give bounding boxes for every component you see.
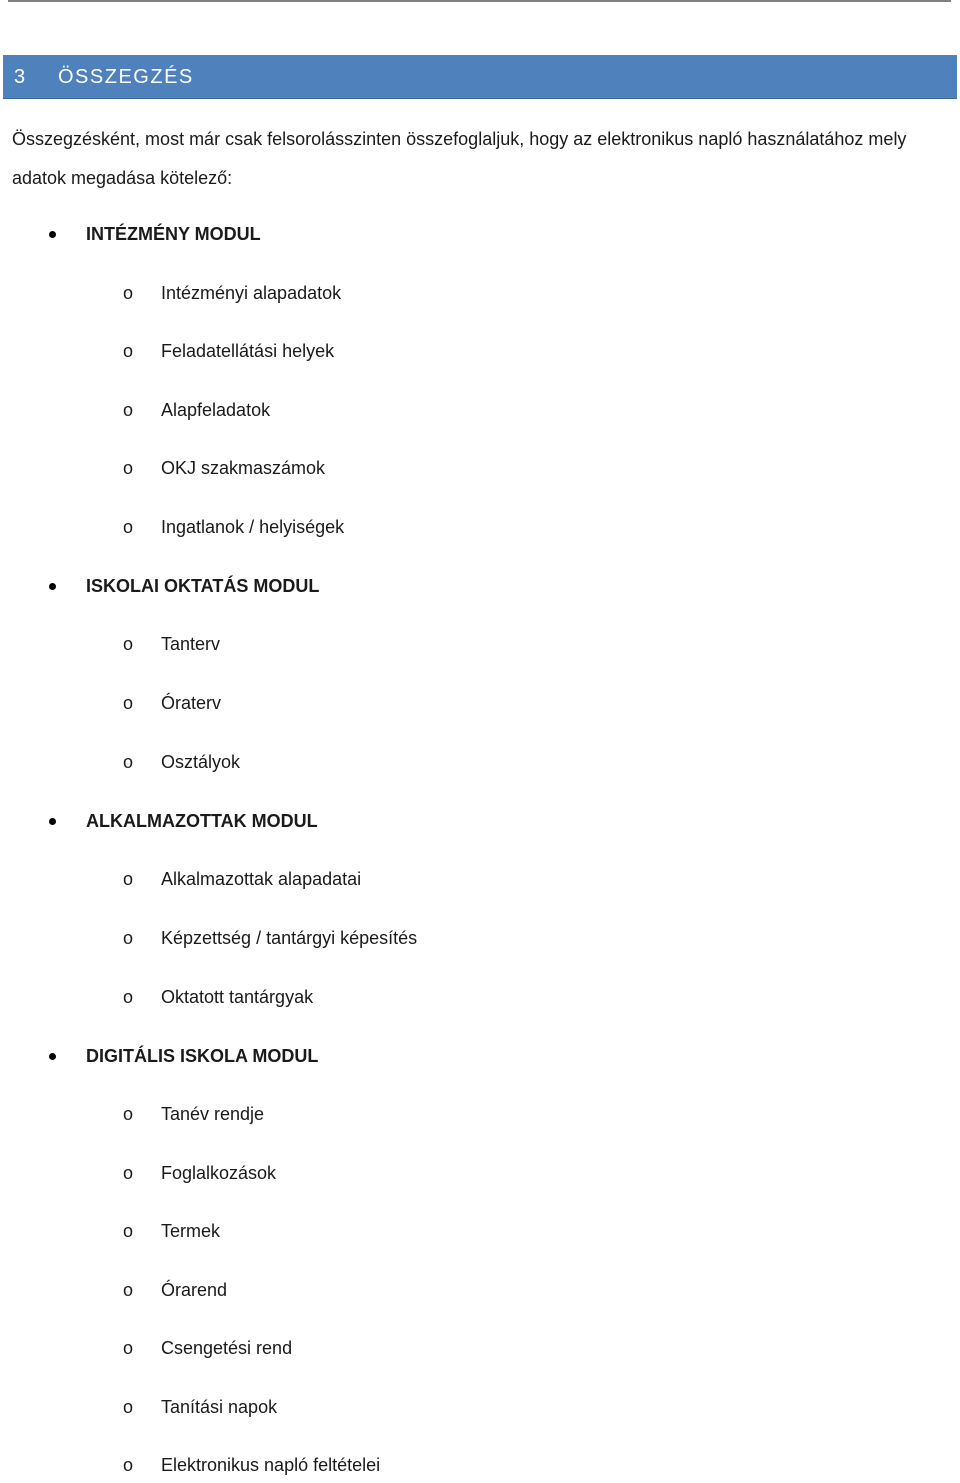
circle-bullet-icon: o xyxy=(123,634,134,654)
list-item-label: Csengetési rend xyxy=(161,1338,293,1358)
list-item xyxy=(0,281,960,311)
module-label: ALKALMAZOTTAK MODUL xyxy=(86,811,318,831)
circle-bullet-icon: o xyxy=(123,693,134,713)
list-item-label: Órarend xyxy=(161,1280,228,1300)
list-item xyxy=(0,1219,960,1249)
list-item-label: Óraterv xyxy=(161,693,222,713)
list-item xyxy=(0,1102,960,1132)
circle-bullet-icon: o xyxy=(123,1104,134,1124)
list-item-label: Alkalmazottak alapadatai xyxy=(161,869,362,889)
circle-bullet-icon: o xyxy=(123,752,134,772)
module-item xyxy=(0,574,960,604)
list-item-label: OKJ szakmaszámok xyxy=(161,458,326,478)
section-heading xyxy=(3,55,957,99)
list-item-label: Feladatellátási helyek xyxy=(161,341,335,361)
list-item xyxy=(0,515,960,545)
list-item-label: Tanítási napok xyxy=(161,1397,278,1417)
module-item xyxy=(0,809,960,839)
list-item xyxy=(0,691,960,721)
module-label: ISKOLAI OKTATÁS MODUL xyxy=(86,576,320,596)
circle-bullet-icon: o xyxy=(123,1221,134,1241)
list-item xyxy=(0,926,960,956)
circle-bullet-icon: o xyxy=(123,1280,134,1300)
list-item-label: Tanterv xyxy=(161,634,221,654)
top-divider xyxy=(8,0,951,2)
circle-bullet-icon: o xyxy=(123,1338,134,1358)
section-title: ÖSSZEGZÉS xyxy=(58,66,194,88)
list-item xyxy=(0,1161,960,1191)
list-item-label: Termek xyxy=(161,1221,221,1241)
circle-bullet-icon: o xyxy=(123,341,134,361)
module-label: DIGITÁLIS ISKOLA MODUL xyxy=(86,1046,319,1066)
list-item-label: Képzettség / tantárgyi képesítés xyxy=(161,928,418,948)
list-item xyxy=(0,985,960,1015)
list-item xyxy=(0,1453,960,1483)
list-item-label: Alapfeladatok xyxy=(161,400,271,420)
circle-bullet-icon: o xyxy=(123,1397,134,1417)
module-item xyxy=(0,1044,960,1074)
list-item-label: Tanév rendje xyxy=(161,1104,265,1124)
list-item xyxy=(0,1395,960,1425)
circle-bullet-icon: o xyxy=(123,458,134,478)
list-item-label: Intézményi alapadatok xyxy=(161,283,342,303)
circle-bullet-icon: o xyxy=(123,869,134,889)
list-item xyxy=(0,632,960,662)
bullet-icon xyxy=(49,818,56,825)
circle-bullet-icon: o xyxy=(123,400,134,420)
list-item xyxy=(0,867,960,897)
list-item xyxy=(0,339,960,369)
bullet-icon xyxy=(49,583,56,590)
module-label: INTÉZMÉNY MODUL xyxy=(86,224,261,244)
circle-bullet-icon: o xyxy=(123,928,134,948)
list-item xyxy=(0,1278,960,1308)
list-item-label: Oktatott tantárgyak xyxy=(161,987,314,1007)
module-item xyxy=(0,222,960,252)
circle-bullet-icon: o xyxy=(123,987,134,1007)
list-item-label: Osztályok xyxy=(161,752,241,772)
list-item-label: Foglalkozások xyxy=(161,1163,277,1183)
circle-bullet-icon: o xyxy=(123,517,134,537)
list-item-label: Elektronikus napló feltételei xyxy=(161,1455,381,1475)
intro-paragraph: Összegzésként, most már csak felsorolásszinten összefoglaljuk, hogy az elektronikus napló használatához mely adatok megadása kötelező: xyxy=(12,129,907,188)
bullet-icon xyxy=(49,231,56,238)
list-item xyxy=(0,1336,960,1366)
circle-bullet-icon: o xyxy=(123,1163,134,1183)
section-number: 3 xyxy=(14,66,26,88)
list-item-label: Ingatlanok / helyiségek xyxy=(161,517,345,537)
list-item xyxy=(0,750,960,780)
circle-bullet-icon: o xyxy=(123,1455,134,1475)
bullet-icon xyxy=(49,1053,56,1060)
circle-bullet-icon: o xyxy=(123,283,134,303)
list-item xyxy=(0,456,960,486)
list-item xyxy=(0,398,960,428)
